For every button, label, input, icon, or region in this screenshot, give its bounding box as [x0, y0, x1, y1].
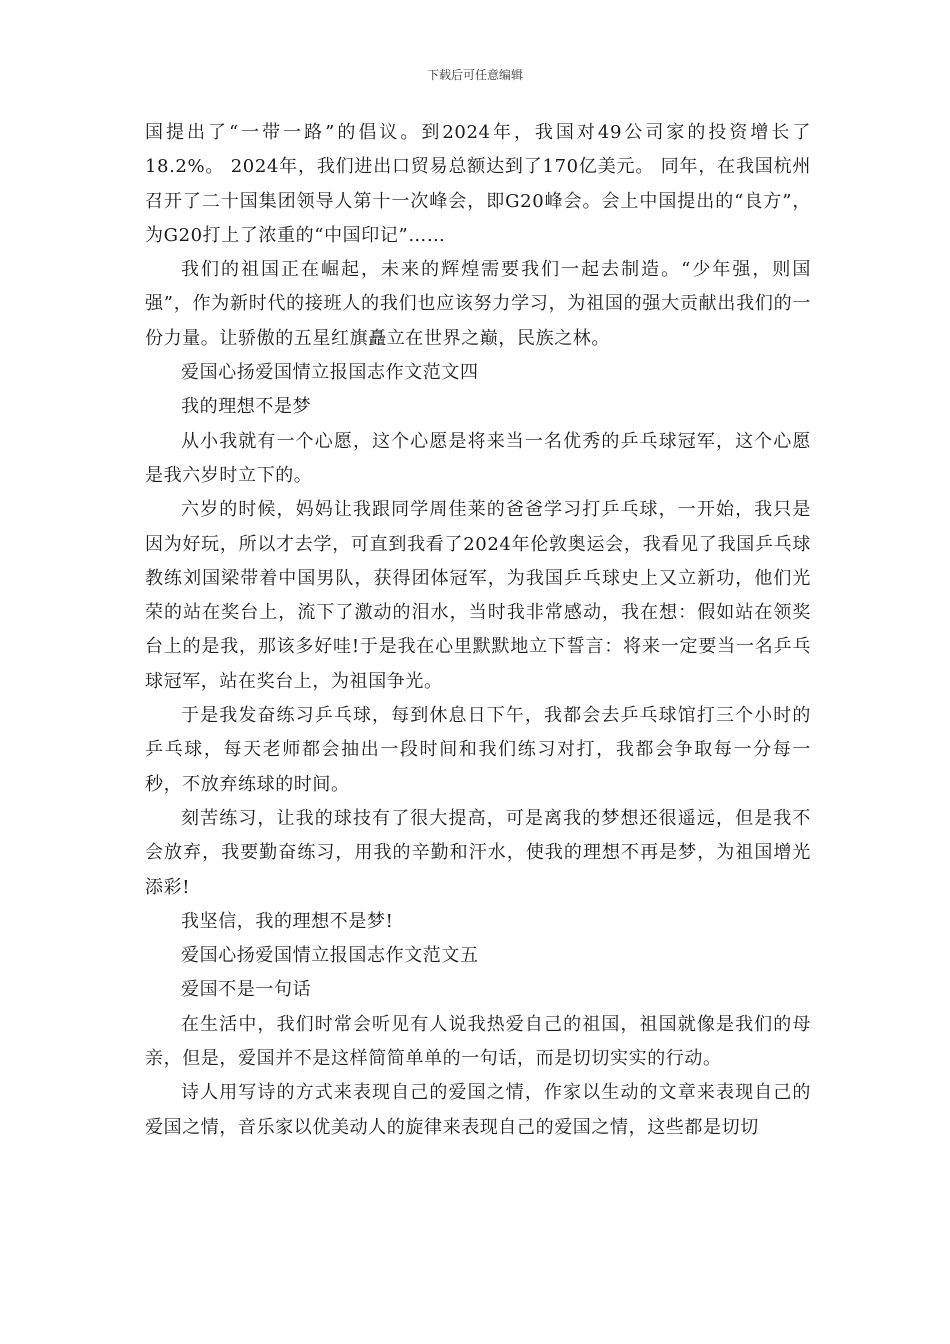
paragraph: 从小我就有一个心愿，这个心愿是将来当一名优秀的乒乓球冠军，这个心愿是我六岁时立下的。: [145, 430, 811, 486]
essay-title: 爱国不是一句话: [181, 979, 312, 1001]
document-body: [145, 116, 811, 1145]
paragraph: 在生活中，我们时常会听见有人说我热爱自己的祖国，祖国就像是我们的母亲，但是，爱国并不是这样简简单单的一句话，而是切切实实的行动。: [145, 1013, 811, 1070]
section-heading: 爱国心扬爱国情立报国志作文范文四: [181, 362, 479, 384]
paragraph: 刻苦练习，让我的球技有了很大提高，可是离我的梦想还很遥远，但是我不会放弃，我要勤奋练习，用我的辛勤和汗水，使我的理想不再是梦，为祖国增光添彩!: [145, 807, 811, 898]
paragraph: 我们的祖国正在崛起，未来的辉煌需要我们一起去制造。“少年强，则国强”，作为新时代的接班人的我们也应该努力学习，为祖国的强大贡献出我们的一份力量。让骄傲的五星红旗矗立在世界之巅，民族之林。: [145, 259, 811, 349]
paragraph: 于是我发奋练习乒乓球，每到休息日下午，我都会去乒乓球馆打三个小时的乒乓球，每天老师都会抽出一段时间和我们练习对打，我都会争取每一分每一秒，不放弃练球的时间。: [145, 705, 811, 795]
section-heading: 爱国心扬爱国情立报国志作文范文五: [181, 945, 479, 967]
paragraph: 诗人用写诗的方式来表现自己的爱国之情，作家以生动的文章来表现自己的爱国之情，音乐家以优美动人的旋律来表现自己的爱国之情，这些都是切切: [145, 1082, 811, 1138]
paragraph: 六岁的时候，妈妈让我跟同学周佳莱的爸爸学习打乒乓球，一开始，我只是因为好玩，所以才去学，可直到我看了2024年伦敦奥运会，我看见了我国乒乓球教练刘国梁带着中国男队，获得团体冠军，为我国乒乓球史上又立新功，他们光荣的站在奖台上，流下了激动的泪水，当时我非常感动，我在想：假如站在领奖台上的是我，那该多好哇!于是我在心里默默地立下誓言：将来一定要当一名乒乓球冠军，站在奖台上，为祖国争光。: [145, 499, 811, 692]
paragraph: 我坚信，我的理想不是梦!: [181, 910, 394, 932]
essay-title: 我的理想不是梦: [181, 396, 312, 418]
paragraph: 国提出了“一带一路”的倡议。到2024年，我国对49公司家的投资增长了18.2%。 2024年，我们进出口贸易总额达到了170亿美元。 同年，在我国杭州召开了二十国集团领导人第十一次峰会，即G20峰会。会上中国提出的“良方”，为G20打上了浓重的“中国印记”……: [145, 122, 811, 246]
page-header: 下载后可任意编辑: [426, 68, 523, 82]
